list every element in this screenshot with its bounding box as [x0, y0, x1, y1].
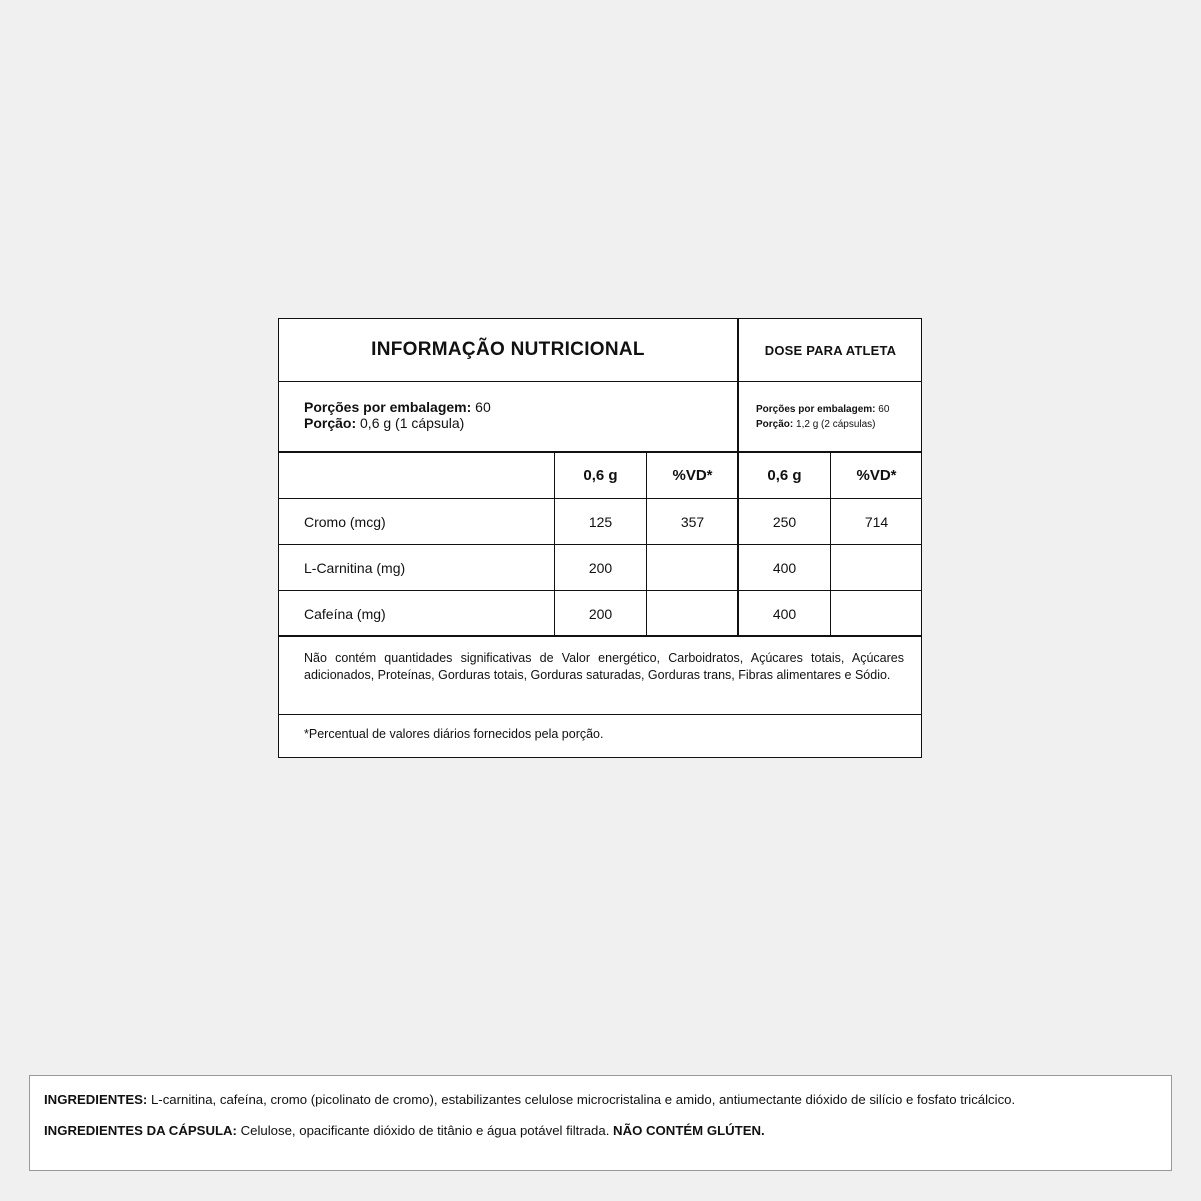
column-divider — [554, 452, 555, 636]
column-header-athlete-dv: %VD* — [856, 467, 897, 484]
nutrient-amount: 200 — [588, 605, 613, 622]
gluten-warning: NÃO CONTÉM GLÚTEN. — [613, 1123, 765, 1138]
not-significant-note: Não contém quantidades significativas de Valor energético, Carboidratos, Açúcares totais, Açúcares adicionados, Proteínas, Gorduras totais, Gorduras saturadas, Gorduras trans, Fibras alimentares e Sódio. — [304, 651, 904, 682]
capsule-ingredients-label: INGREDIENTES DA CÁPSULA: — [44, 1123, 237, 1138]
athlete-nutrient-amount: 250 — [772, 514, 797, 530]
nutrient-amount: 200 — [588, 560, 613, 576]
nutrient-name: L-Carnitina (mg) — [304, 560, 406, 576]
nutrient-dv: 357 — [680, 514, 705, 530]
nutrient-name: Cromo (mcg) — [304, 514, 386, 530]
ingredients-box — [29, 1075, 1172, 1171]
column-divider — [646, 452, 647, 636]
daily-value-footnote: *Percentual de valores diários fornecidos pela porção. — [304, 727, 604, 741]
column-divider — [737, 319, 739, 637]
athlete-servings-info: Porções por embalagem: 60 Porção: 1,2 g (2 cápsulas) — [756, 404, 890, 430]
ingredients-label: INGREDIENTES: — [44, 1092, 148, 1107]
capsule-ingredients — [44, 1123, 1157, 1139]
divider — [279, 635, 921, 637]
athlete-nutrient-dv: 714 — [864, 514, 889, 530]
nutrient-dv — [647, 545, 738, 591]
divider — [279, 381, 921, 382]
column-header-amount: 0,6 g — [583, 467, 618, 484]
column-header-dv: %VD* — [672, 467, 713, 484]
nutrient-amount: 125 — [588, 514, 613, 530]
label-title: INFORMAÇÃO NUTRICIONAL — [371, 339, 645, 360]
nutrition-facts-label — [278, 318, 922, 758]
nutrient-dv — [647, 591, 738, 636]
athlete-nutrient-amount: 400 — [772, 605, 797, 622]
servings-info: Porções por embalagem: 60 Porção: 0,6 g (1 cápsula) — [304, 399, 491, 431]
divider — [279, 714, 921, 715]
column-header-athlete-amount: 0,6 g — [767, 467, 802, 484]
column-divider — [830, 452, 831, 636]
nutrient-name: Cafeína (mg) — [304, 605, 386, 622]
ingredients-text: L-carnitina, cafeína, cromo (picolinato de cromo), estabilizantes celulose microcristalina e amido, antiumectante dióxido de silício e fosfato tricálcico. — [147, 1092, 1016, 1107]
athlete-nutrient-dv — [831, 591, 922, 636]
capsule-ingredients-text: Celulose, opacificante dióxido de titânio e água potável filtrada. — [236, 1123, 614, 1138]
athlete-nutrient-dv — [831, 545, 922, 591]
athlete-dose-title: DOSE PARA ATLETA — [764, 342, 897, 358]
athlete-nutrient-amount: 400 — [772, 560, 797, 576]
ingredients-list — [44, 1092, 1157, 1108]
